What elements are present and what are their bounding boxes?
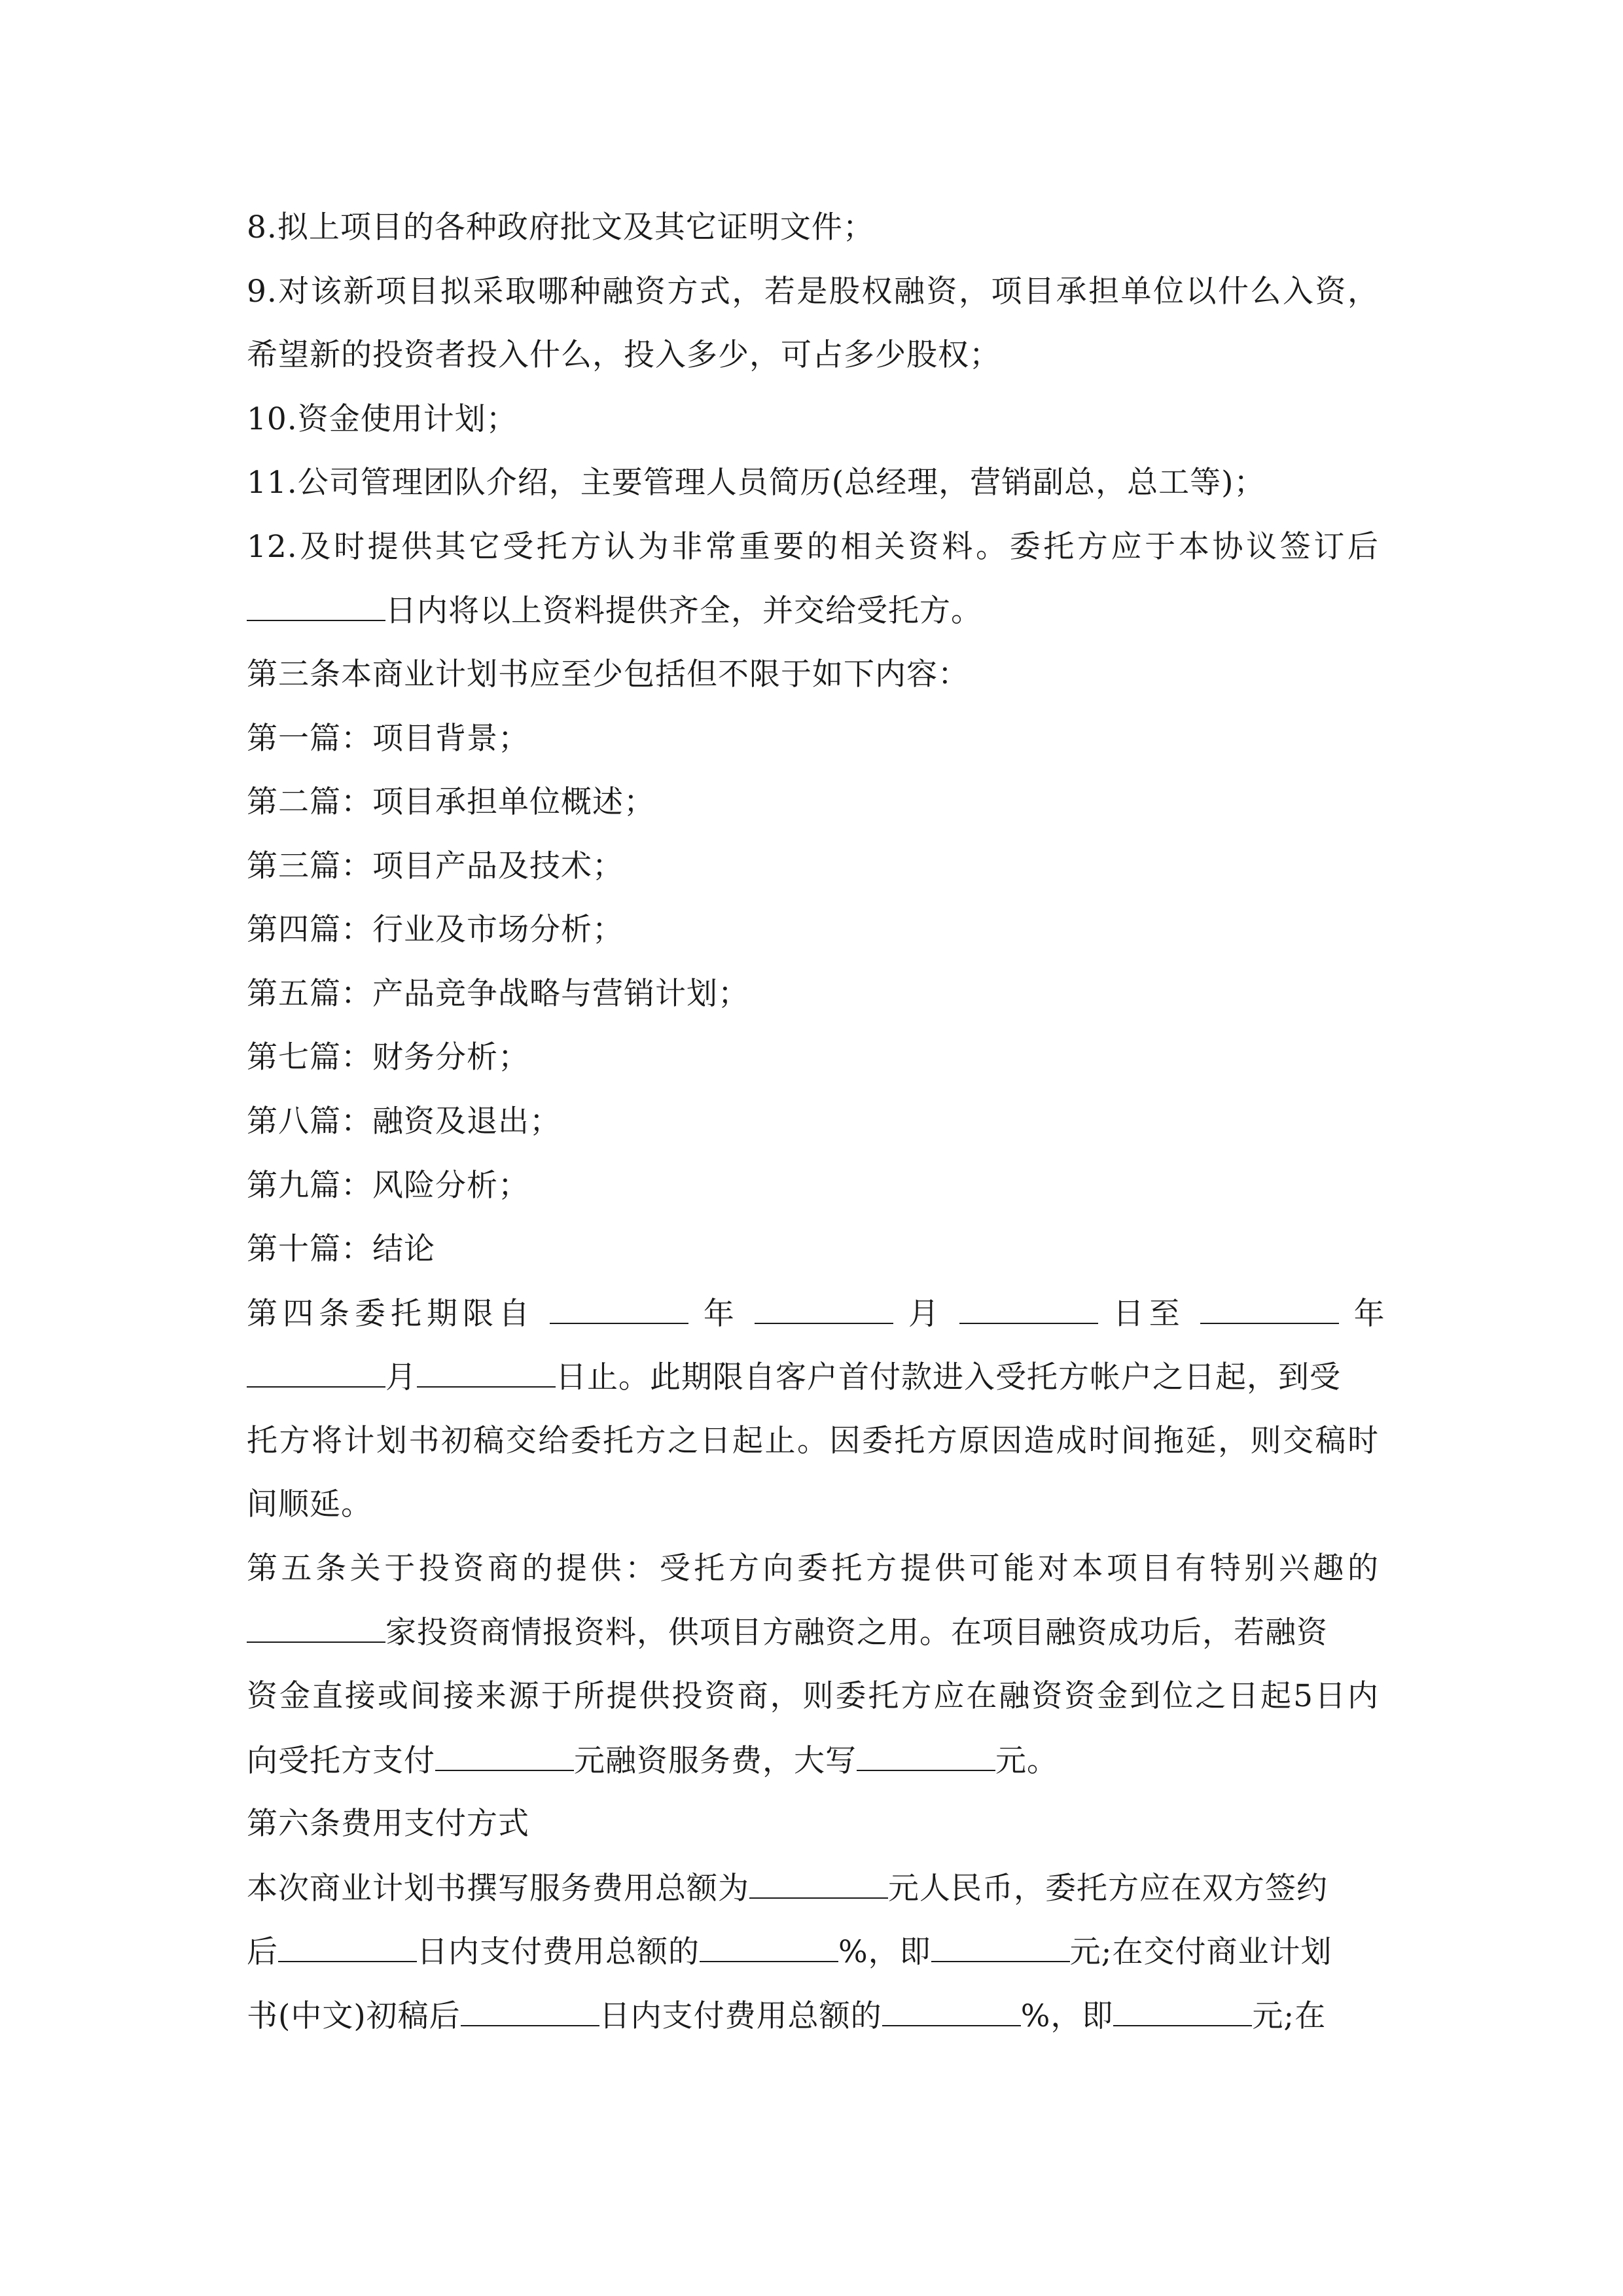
article-5-text: 元。	[995, 1743, 1058, 1779]
blank-amount[interactable]	[931, 1932, 1070, 1962]
chapter-item: 第三篇：项目产品及技术；	[247, 848, 624, 884]
blank-total-fee[interactable]	[749, 1869, 888, 1899]
article-4-line-2	[247, 1357, 1379, 1397]
blank-amount[interactable]	[435, 1741, 574, 1771]
chapter-item: 第十篇：结论	[247, 1231, 435, 1267]
chapter-item: 第七篇：财务分析；	[247, 1039, 529, 1075]
article-6-text: 日内支付费用总额的	[599, 1998, 882, 2034]
blank-year[interactable]	[550, 1294, 688, 1324]
article-6-text: %，即	[1020, 1998, 1114, 2034]
article-6-line-1	[247, 1869, 1379, 1908]
article-6-text: 元;在交付商业计划	[1069, 1934, 1332, 1970]
article-5-line-4	[247, 1741, 1379, 1780]
item-12-line-2	[247, 591, 1379, 630]
article-4-text: 年	[1353, 1296, 1390, 1332]
article-4-line-1	[247, 1294, 1390, 1333]
blank-month[interactable]	[755, 1294, 893, 1324]
blank-percent[interactable]	[882, 1996, 1021, 2026]
blank-year[interactable]	[247, 1357, 385, 1388]
article-6-line-2	[247, 1932, 1379, 1971]
article-6-text: 元;在	[1252, 1998, 1327, 2034]
article-3-heading: 第三条本商业计划书应至少包括但不限于如下内容：	[247, 656, 969, 692]
article-5-text: 元融资服务费，大写	[574, 1743, 857, 1779]
item-9-line-1: 9.对该新项目拟采取哪种融资方式，若是股权融资，项目承担单位以什么入资，	[247, 274, 1379, 310]
article-4-text: 日至	[1113, 1296, 1185, 1332]
chapter-item: 第一篇：项目背景；	[247, 721, 529, 757]
article-5-text: 向受托方支付	[247, 1743, 435, 1779]
blank-day[interactable]	[959, 1294, 1098, 1324]
blank-field[interactable]	[247, 591, 385, 621]
blank-percent[interactable]	[700, 1932, 838, 1962]
article-6-text: 日内支付费用总额的	[417, 1934, 700, 1970]
article-4-text: 第四条委托期限自	[247, 1296, 535, 1332]
chapter-item: 第八篇：融资及退出；	[247, 1103, 561, 1139]
article-4-line-4: 间顺延。	[247, 1486, 372, 1522]
article-5-line-3: 资金直接或间接来源于所提供投资商，则委托方应在融资资金到位之日起5日内	[247, 1678, 1379, 1714]
blank-count[interactable]	[247, 1613, 385, 1643]
article-5-text: 家投资商情报资料，供项目方融资之用。在项目融资成功后，若融资	[385, 1615, 1328, 1651]
article-6-line-3	[247, 1996, 1379, 2036]
chapter-item: 第二篇：项目承担单位概述；	[247, 784, 655, 820]
article-5-line-2	[247, 1613, 1379, 1652]
article-4-text: 年	[703, 1296, 740, 1332]
blank-days[interactable]	[278, 1932, 417, 1962]
chapter-item: 第四篇：行业及市场分析；	[247, 912, 624, 948]
blank-amount[interactable]	[1113, 1996, 1252, 2026]
article-6-text: 本次商业计划书撰写服务费用总额为	[247, 1871, 749, 1907]
blank-month[interactable]	[417, 1357, 556, 1388]
item-10: 10.资金使用计划；	[247, 401, 518, 437]
article-4-text: 月	[908, 1296, 944, 1332]
item-12-text: 日内将以上资料提供齐全，并交给受托方。	[385, 593, 982, 629]
article-6-text: %，即	[838, 1934, 931, 1970]
article-6-text: 元人民币，委托方应在双方签约	[888, 1871, 1328, 1907]
article-6-text: 后	[247, 1934, 278, 1970]
chapter-item: 第九篇：风险分析；	[247, 1168, 529, 1204]
article-6-text: 书(中文)初稿后	[247, 1998, 461, 2034]
article-5-line-1: 第五条关于投资商的提供：受托方向委托方提供可能对本项目有特别兴趣的	[247, 1551, 1379, 1587]
article-6-heading: 第六条费用支付方式	[247, 1806, 529, 1842]
item-9-line-2: 希望新的投资者投入什么，投入多少，可占多少股权；	[247, 337, 1001, 373]
blank-days[interactable]	[461, 1996, 599, 2026]
article-4-text: 月	[385, 1359, 417, 1395]
blank-amount-words[interactable]	[857, 1741, 995, 1771]
article-4-text: 日止。此期限自客户首付款进入受托方帐户之日起，到受	[556, 1359, 1341, 1395]
item-12-line-1: 12.及时提供其它受托方认为非常重要的相关资料。委托方应于本协议签订后	[247, 529, 1379, 565]
chapter-item: 第五篇：产品竞争战略与营销计划；	[247, 976, 749, 1012]
article-4-line-3: 托方将计划书初稿交给委托方之日起止。因委托方原因造成时间拖延，则交稿时	[247, 1423, 1379, 1459]
blank-year[interactable]	[1200, 1294, 1339, 1324]
item-11: 11.公司管理团队介绍，主要管理人员简历(总经理，营销副总，总工等)；	[247, 465, 1266, 501]
item-8: 8.拟上项目的各种政府批文及其它证明文件；	[247, 209, 874, 245]
